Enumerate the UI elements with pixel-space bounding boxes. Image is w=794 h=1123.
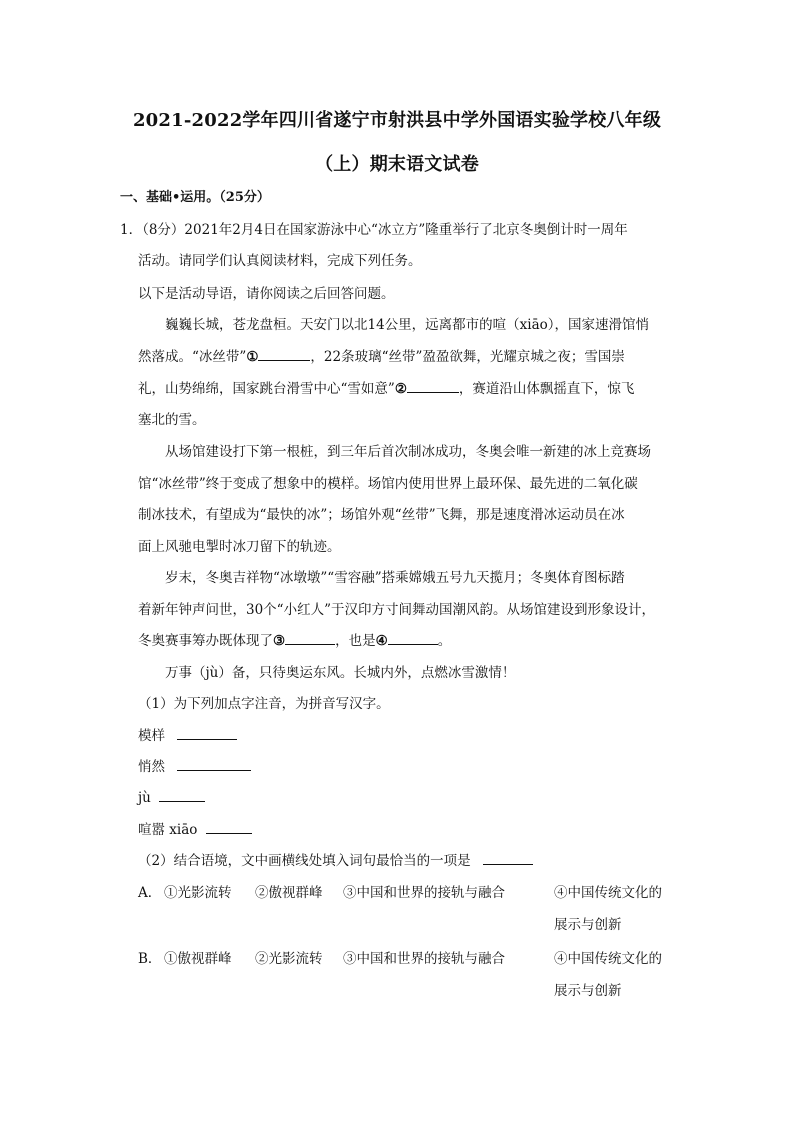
option-a[interactable] xyxy=(138,881,161,901)
answer-item-label: 喧嚣 xiāo xyxy=(138,822,198,838)
fill-blank-3[interactable] xyxy=(285,630,335,645)
passage-p2-line-4: 面上风驰电掣时冰刀留下的轨迹。 xyxy=(138,539,341,555)
option-b-choice-1: ①傲视群峰 xyxy=(164,951,232,967)
passage-p3-line-1: 岁末，冬奥吉祥物“冰墩墩”“雪容融”搭乘嫦娥五号九天揽月；冬奥体育图标踏 xyxy=(165,570,625,586)
passage-p2-line-1: 从场馆建设打下第一根桩，到三年后首次制冰成功，冬奥会唯一新建的冰上竞赛场 xyxy=(165,444,651,460)
exam-title-line-2: （上）期末语文试卷 xyxy=(315,154,479,175)
blank-marker-2: ② xyxy=(394,381,407,397)
question-1-intro-line-1: 1．（8分）2021年2月4日在国家游泳中心“冰立方”隆重举行了北京冬奥倒计时一周年 xyxy=(120,222,628,238)
passage-p1-line-2 xyxy=(138,345,625,365)
answer-item-label: 悄然 xyxy=(138,759,165,775)
passage-p3-line-2: 着新年钟声问世，30个“小红人”于汉印方寸间舞动国潮风韵。从场馆建设到形象设计， xyxy=(138,602,655,618)
answer-blank-a[interactable] xyxy=(177,725,237,740)
passage-text: 礼，山势绵绵，国家跳台滑雪中心“雪如意” xyxy=(138,381,395,397)
sub-question-2 xyxy=(138,849,533,869)
answer-item-b xyxy=(138,755,251,775)
option-a-choice-4-cont: 展示与创新 xyxy=(554,917,622,933)
option-a-choice-3: ③中国和世界的接轨与融合 xyxy=(343,885,505,901)
passage-text: ，22条玻璃“丝带”盈盈欲舞，光耀京城之夜；雪国崇 xyxy=(310,349,625,365)
answer-blank-d[interactable] xyxy=(206,819,252,834)
answer-item-label: 模样 xyxy=(138,728,165,744)
guide-text: 以下是活动导语，请你阅读之后回答问题。 xyxy=(138,286,395,302)
passage-text: ，也是 xyxy=(335,633,376,649)
answer-blank-c[interactable] xyxy=(159,787,205,802)
answer-blank-choice[interactable] xyxy=(483,850,533,865)
option-b-choice-4: ④中国传统文化的 xyxy=(554,951,662,967)
answer-item-a xyxy=(138,724,237,744)
fill-blank-2[interactable] xyxy=(407,378,459,393)
sub-question-1: （1）为下列加点字注音，为拼音写汉字。 xyxy=(138,696,390,712)
passage-text: 然落成。“冰丝带” xyxy=(138,349,247,365)
blank-marker-3: ③ xyxy=(273,633,286,649)
option-a-choice-2: ②傲视群峰 xyxy=(255,885,323,901)
fill-blank-1[interactable] xyxy=(258,346,310,361)
option-b-choice-3: ③中国和世界的接轨与融合 xyxy=(343,951,505,967)
passage-p2-line-3: 制冰技术，有望成为“最快的冰”；场馆外观“丝带”飞舞，那是速度滑冰运动员在冰 xyxy=(138,507,625,523)
option-letter: B． xyxy=(138,951,162,967)
answer-item-c xyxy=(138,787,205,806)
passage-p3-line-3 xyxy=(138,629,451,649)
option-b-choice-2: ②光影流转 xyxy=(255,951,323,967)
passage-text: 。 xyxy=(437,633,452,649)
option-a-choice-1: ①光影流转 xyxy=(164,885,232,901)
option-letter: A． xyxy=(138,885,162,901)
passage-p1-line-3 xyxy=(138,377,634,397)
passage-p1-line-4: 塞北的雪。 xyxy=(138,412,206,428)
answer-item-d xyxy=(138,818,252,838)
answer-item-label: jù xyxy=(138,790,151,806)
blank-marker-1: ① xyxy=(246,349,259,365)
blank-marker-4: ④ xyxy=(375,633,388,649)
passage-text: 冬奥赛事筹办既体现了 xyxy=(138,633,273,649)
answer-blank-b[interactable] xyxy=(177,756,251,771)
passage-p1-line-1: 巍巍长城，苍龙盘桓。天安门以北14公里，远离都市的喧（xiāo），国家速滑馆悄 xyxy=(165,317,650,333)
option-b[interactable] xyxy=(138,947,161,967)
question-1-intro-line-2: 活动。请同学们认真阅读材料，完成下列任务。 xyxy=(138,253,422,269)
sub-question-2-text: （2）结合语境，文中画横线处填入词句最恰当的一项是 xyxy=(138,853,471,869)
section-heading: 一、基础•运用。（25分） xyxy=(120,190,270,205)
passage-p2-line-2: 馆“冰丝带”终于变成了想象中的模样。场馆内使用世界上最环保、最先进的二氧化碳 xyxy=(138,476,638,492)
passage-text: ，赛道沿山体飘摇直下，惊飞 xyxy=(458,381,635,397)
option-b-choice-4-cont: 展示与创新 xyxy=(554,983,622,999)
fill-blank-4[interactable] xyxy=(388,630,438,645)
exam-title-line-1: 2021-2022学年四川省遂宁市射洪县中学外国语实验学校八年级 xyxy=(132,110,662,131)
option-a-choice-4: ④中国传统文化的 xyxy=(554,885,662,901)
passage-p4: 万事（jù）备，只待奥运东风。长城内外，点燃冰雪激情！ xyxy=(165,665,516,681)
